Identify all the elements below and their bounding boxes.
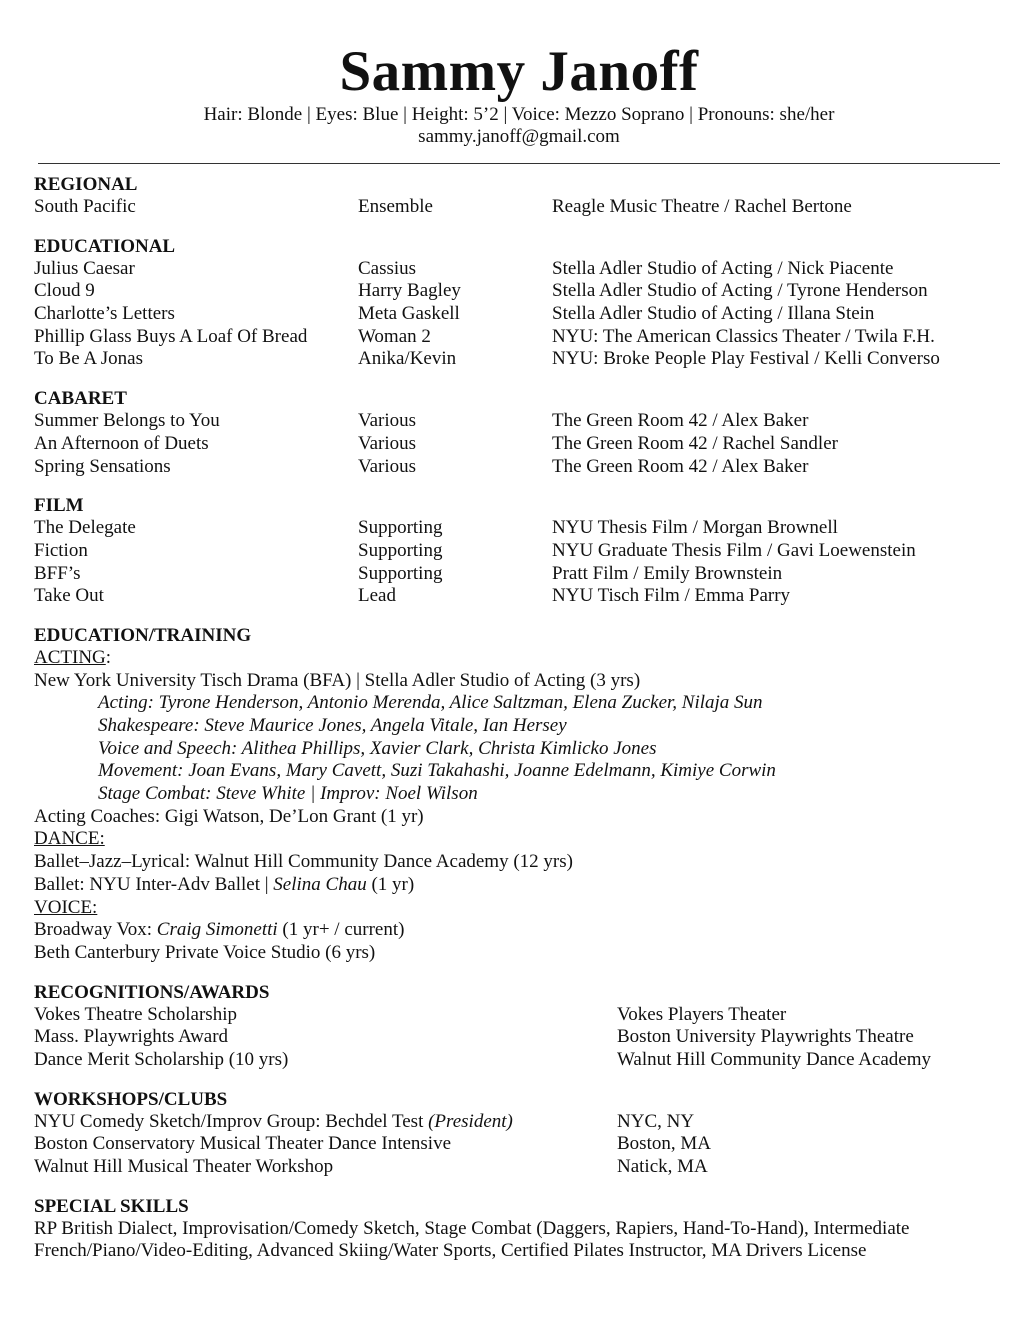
dance-2-text: Ballet: NYU Inter-Adv Ballet | — [34, 873, 274, 895]
section-heading: EDUCATIONAL — [34, 235, 176, 257]
education-heading: EDUCATION/TRAINING — [34, 624, 252, 646]
show-title: To Be A Jonas — [34, 348, 143, 370]
resume-body — [34, 173, 1004, 1279]
role-name: Harry Bagley — [358, 280, 461, 302]
show-title: Fiction — [34, 539, 88, 561]
show-title: Cloud 9 — [34, 280, 95, 302]
venue-director: Stella Adler Studio of Acting / Illana Stein — [552, 303, 875, 325]
voice-line-2: Beth Canterbury Private Voice Studio (6 yrs) — [34, 941, 376, 963]
show-title: South Pacific — [34, 196, 136, 217]
acting-coaches: Acting Coaches: Gigi Watson, De’Lon Grant (1 yr) — [34, 805, 424, 827]
voice-1-teacher: Craig Simonetti — [156, 919, 278, 941]
skills-text: RP British Dialect, Improvisation/Comedy Sketch, Stage Combat (Daggers, Rapiers, Hand-To-Hand), Intermediate French/Piano/Video-Editing, Advanced Skiing/Water Sports, Certified Pilates Instructor, MA Drivers License — [34, 1217, 910, 1262]
show-title: The Delegate — [34, 517, 136, 539]
show-title: An Afternoon of Duets — [34, 432, 209, 454]
role-name: Various — [358, 432, 417, 454]
workshop-name-text: NYU Comedy Sketch/Improv Group: Bechdel Test — [34, 1110, 429, 1132]
workshop-location: NYC, NY — [617, 1110, 695, 1132]
teachers-voice-speech: Voice and Speech: Alithea Phillips, Xavier Clark, Christa Kimlicko Jones — [98, 737, 657, 759]
dance-subheading — [34, 828, 1004, 851]
show-title: Spring Sensations — [34, 455, 171, 477]
dance-2-teacher: Selina Chau — [273, 873, 367, 895]
award-row — [34, 1026, 1004, 1049]
show-title: Summer Belongs to You — [34, 410, 220, 432]
teachers-combat-improv: Stage Combat: Steve White | Improv: Noel Wilson — [98, 783, 478, 805]
role-name: Various — [358, 455, 417, 477]
credits-section-regional — [34, 173, 1004, 219]
awards-section — [34, 981, 1004, 1072]
teachers-acting: Acting: Tyrone Henderson, Antonio Merenda, Alice Saltzman, Elena Zucker, Nilaja Sun — [98, 692, 763, 714]
section-heading: FILM — [34, 495, 84, 517]
venue-director: NYU Tisch Film / Emma Parry — [552, 585, 791, 607]
venue-director: NYU: Broke People Play Festival / Kelli Converso — [552, 348, 940, 370]
venue-director: NYU Graduate Thesis Film / Gavi Loewenstein — [552, 539, 916, 561]
workshop-name: Boston Conservatory Musical Theater Dance Intensive — [34, 1133, 452, 1155]
workshop-location: Boston, MA — [617, 1133, 711, 1155]
credits-section-educational — [34, 235, 1004, 371]
acting-label: ACTING — [34, 646, 106, 668]
actor-name: Sammy Janoff — [339, 40, 699, 103]
credit-row — [34, 540, 1004, 563]
role-name: Woman 2 — [358, 325, 431, 347]
role-name: Supporting — [358, 539, 443, 561]
header-divider — [38, 163, 1000, 164]
actor-email: sammy.janoff@gmail.com — [418, 126, 620, 147]
role-name: Lead — [358, 585, 396, 607]
credit-row — [34, 563, 1004, 586]
skills-section — [34, 1195, 1004, 1263]
award-name: Vokes Theatre Scholarship — [34, 1003, 237, 1025]
dance-line-1: Ballet–Jazz–Lyrical: Walnut Hill Community Dance Academy (12 yrs) — [34, 851, 573, 873]
role-name: Cassius — [358, 257, 417, 279]
venue-director: The Green Room 42 / Alex Baker — [552, 455, 809, 477]
role-name: Supporting — [358, 562, 443, 584]
workshops-section — [34, 1088, 1004, 1179]
workshop-role: (President) — [428, 1110, 513, 1132]
award-org: Vokes Players Theater — [617, 1003, 787, 1025]
credits-section-cabaret — [34, 387, 1004, 478]
section-heading: CABARET — [34, 388, 127, 410]
credit-row — [34, 303, 1004, 326]
award-name: Dance Merit Scholarship (10 yrs) — [34, 1048, 289, 1070]
show-title: Charlotte’s Letters — [34, 303, 175, 325]
teachers-shakespeare: Shakespeare: Steve Maurice Jones, Angela Vitale, Ian Hersey — [98, 715, 567, 736]
venue-director: Stella Adler Studio of Acting / Tyrone Henderson — [552, 280, 928, 302]
dance-label: DANCE: — [34, 828, 105, 850]
section-heading: REGIONAL — [34, 174, 138, 195]
voice-subheading — [34, 897, 1004, 920]
credit-row — [34, 410, 1004, 433]
actor-stats: Hair: Blonde | Eyes: Blue | Height: 5’2 | Voice: Mezzo Soprano | Pronouns: she/her — [203, 104, 835, 125]
show-title: Julius Caesar — [34, 257, 135, 279]
credits-list — [34, 173, 1004, 608]
voice-label: VOICE: — [34, 896, 98, 918]
workshop-row — [34, 1156, 1004, 1179]
credits-section-film — [34, 494, 1004, 608]
venue-director: Reagle Music Theatre / Rachel Bertone — [552, 196, 852, 217]
award-row — [34, 1049, 1004, 1072]
acting-subheading — [34, 647, 1004, 670]
role-name: Anika/Kevin — [358, 348, 457, 370]
role-name: Supporting — [358, 517, 443, 539]
venue-director: Pratt Film / Emily Brownstein — [552, 562, 783, 584]
venue-director: NYU: The American Classics Theater / Twila F.H. — [552, 325, 935, 347]
award-org: Walnut Hill Community Dance Academy — [617, 1048, 932, 1070]
school-line: New York University Tisch Drama (BFA) | Stella Adler Studio of Acting (3 yrs) — [34, 669, 641, 691]
voice-1-text: Broadway Vox: — [34, 919, 157, 941]
workshops-heading: WORKSHOPS/CLUBS — [34, 1088, 228, 1110]
resume-header — [0, 40, 1032, 148]
education-section — [34, 624, 1004, 965]
show-title: Take Out — [34, 585, 104, 607]
credit-row — [34, 326, 1004, 349]
dance-2-duration: (1 yr) — [366, 873, 415, 895]
acting-colon: : — [105, 646, 112, 668]
award-org: Boston University Playwrights Theatre — [617, 1026, 914, 1048]
workshop-row — [34, 1111, 1004, 1134]
award-row — [34, 1004, 1004, 1027]
show-title: Phillip Glass Buys A Loaf Of Bread — [34, 325, 308, 347]
credit-row — [34, 517, 1004, 540]
workshop-row — [34, 1133, 1004, 1156]
role-name: Various — [358, 410, 417, 432]
skills-heading: SPECIAL SKILLS — [34, 1195, 189, 1217]
credit-row — [34, 258, 1004, 281]
voice-line-1 — [34, 919, 1004, 942]
workshop-name — [34, 1111, 513, 1134]
voice-1-duration: (1 yr+ / current) — [277, 919, 405, 941]
credit-row — [34, 456, 1004, 479]
workshop-location: Natick, MA — [617, 1156, 708, 1177]
credit-row — [34, 585, 1004, 608]
credit-row — [34, 348, 1004, 371]
role-name: Meta Gaskell — [358, 303, 460, 325]
credit-row — [34, 433, 1004, 456]
venue-director: The Green Room 42 / Rachel Sandler — [552, 432, 838, 454]
credit-row — [34, 196, 1004, 219]
venue-director: Stella Adler Studio of Acting / Nick Piacente — [552, 257, 894, 279]
role-name: Ensemble — [358, 196, 433, 217]
show-title: BFF’s — [34, 562, 81, 584]
venue-director: NYU Thesis Film / Morgan Brownell — [552, 517, 838, 539]
teachers-movement: Movement: Joan Evans, Mary Cavett, Suzi Takahashi, Joanne Edelmann, Kimiye Corwin — [98, 760, 776, 782]
credit-row — [34, 280, 1004, 303]
awards-heading: RECOGNITIONS/AWARDS — [34, 981, 270, 1003]
dance-line-2 — [34, 874, 1004, 897]
workshop-name: Walnut Hill Musical Theater Workshop — [34, 1156, 334, 1177]
award-name: Mass. Playwrights Award — [34, 1026, 229, 1048]
venue-director: The Green Room 42 / Alex Baker — [552, 410, 809, 432]
